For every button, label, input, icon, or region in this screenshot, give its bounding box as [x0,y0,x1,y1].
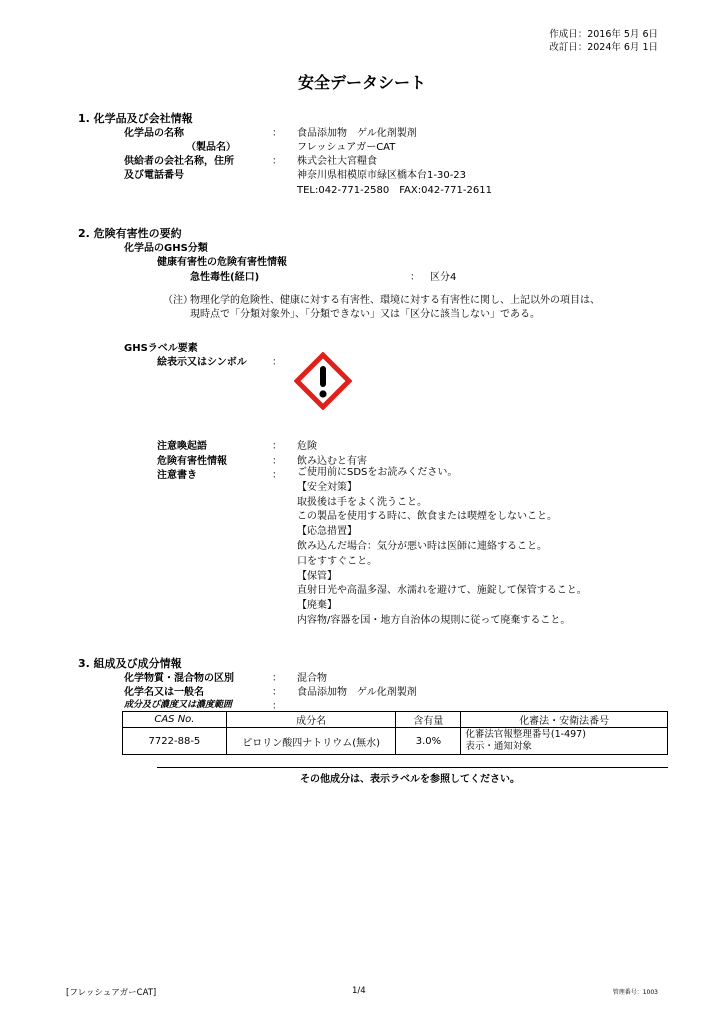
footer-page: 1/4 [352,986,366,996]
th-content: 含有量 [396,712,461,728]
precaution-line: ご使用前にSDSをお読みください。 [297,467,458,478]
phone-label: 及び電話番号 [124,170,184,181]
colon: ： [272,673,282,684]
precaution-line: 飲み込んだ場合：気分が悪い時は医師に連絡すること。 [297,540,547,552]
chem-name-label: 化学名又は一般名 [124,687,204,698]
ghs-class-label: 化学品のGHS分類 [124,243,208,254]
colon: ： [272,128,282,139]
note-line1: 物理化学的危険性、健康に対する有害性、環境に対する有害性に関し、上記以外の項目は、 [190,295,600,306]
product-name-value: 食品添加物 ゲル化剤製剤 [297,128,417,139]
footer-product: [フレッシュアガーCAT] [66,988,157,998]
address-value: 神奈川県相模原市緑区橋本台1-30-23 [297,170,467,181]
composition-table [122,711,668,755]
revised-date: 改訂日：2024年 6月 1日 [549,42,658,53]
section3-heading: 3. 組成及び成分情報 [78,657,182,670]
document-title: 安全データシート [297,73,426,92]
precaution-line: 口をすすぐこと。 [297,555,378,567]
precaution-line: 【廃棄】 [297,600,337,612]
hazard-info-value: 飲み込むと有害 [297,456,367,467]
th-cas: CAS No. [123,712,227,728]
footer-mgmt-number: 管理番号：1003 [612,989,658,996]
colon: ： [272,156,282,167]
note-line2: 現時点で「分類対象外」、「分類できない」又は「区分に該当しない」である。 [190,309,540,320]
section1-heading: 1. 化学品及び会社情報 [78,112,193,125]
law-line2: 表示・通知対象 [465,741,532,752]
divider [157,767,668,768]
health-hazard-label: 健康有害性の危険有害性情報 [157,257,287,268]
supplier-label: 供給者の会社名称，住所 [124,156,234,167]
cell-name: ピロリン酸四ナトリウム(無水) [226,728,396,755]
product-name-label: 化学品の名称 [124,128,184,139]
tel-fax-value: TEL:042-771-2580 FAX:042-771-2611 [297,185,492,196]
section2-heading: 2. 危険有害性の要約 [78,227,182,240]
type-label: 化学物質・混合物の区別 [124,673,234,684]
precaution-line: 【安全対策】 [297,481,357,493]
colon: ： [410,272,420,283]
ghs-label-elements: GHSラベル要素 [124,343,198,354]
colon: ： [272,701,282,712]
colon: ： [272,687,282,698]
hazard-info-label: 危険有害性情報 [157,456,227,467]
date-block [549,28,658,54]
precaution-line: この製品を使用する時に、飲食または喫煙をしないこと。 [297,511,557,523]
table-row [123,728,668,755]
other-components-note: その他成分は、表示ラベルを参照してください。 [300,774,520,785]
colon: ： [272,470,282,481]
precaution-line: 内容物/容器を国・地方自治体の規則に従って廃棄すること。 [297,614,571,626]
signal-word-value: 危険 [297,441,317,452]
cell-law [461,728,668,755]
product-sub-label: （製品名） [186,142,236,153]
th-name: 成分名 [226,712,396,728]
created-date: 作成日：2016年 5月 6日 [549,29,658,40]
table-header-row [123,712,668,728]
colon: ： [272,441,282,452]
precaution-line: 直射日光や高温多湿、水濡れを避けて、施錠して保管すること。 [297,585,587,597]
pictogram-label: 絵表示又はシンボル [157,357,247,368]
precaution-line: 【保管】 [297,570,337,582]
precaution-list [297,466,587,629]
ghs-exclamation-icon [294,352,352,410]
law-line1: 化審法官報整理番号(1-497) [465,729,586,740]
colon: ： [272,456,282,467]
acute-tox-label: 急性毒性(経口) [190,272,260,283]
note-prefix: （注） [163,295,193,306]
cell-content: 3.0% [396,728,461,755]
supplier-value: 株式会社大宮糧食 [297,156,377,167]
precaution-label: 注意書き [157,470,197,481]
type-value: 混合物 [297,673,327,684]
precaution-line: 取扱後は手をよく洗うこと。 [297,496,427,508]
cell-cas: 7722-88-5 [123,728,227,755]
colon: ： [272,357,282,368]
chem-name-value: 食品添加物 ゲル化剤製剤 [297,687,417,698]
acute-tox-value: 区分4 [430,272,457,283]
range-label: 成分及び濃度又は濃度範囲 [124,700,233,710]
signal-word-label: 注意喚起語 [157,441,207,452]
product-sub-value: フレッシュアガーCAT [297,142,396,153]
precaution-line: 【応急措置】 [297,526,357,538]
th-law: 化審法・安衛法番号 [461,712,668,728]
